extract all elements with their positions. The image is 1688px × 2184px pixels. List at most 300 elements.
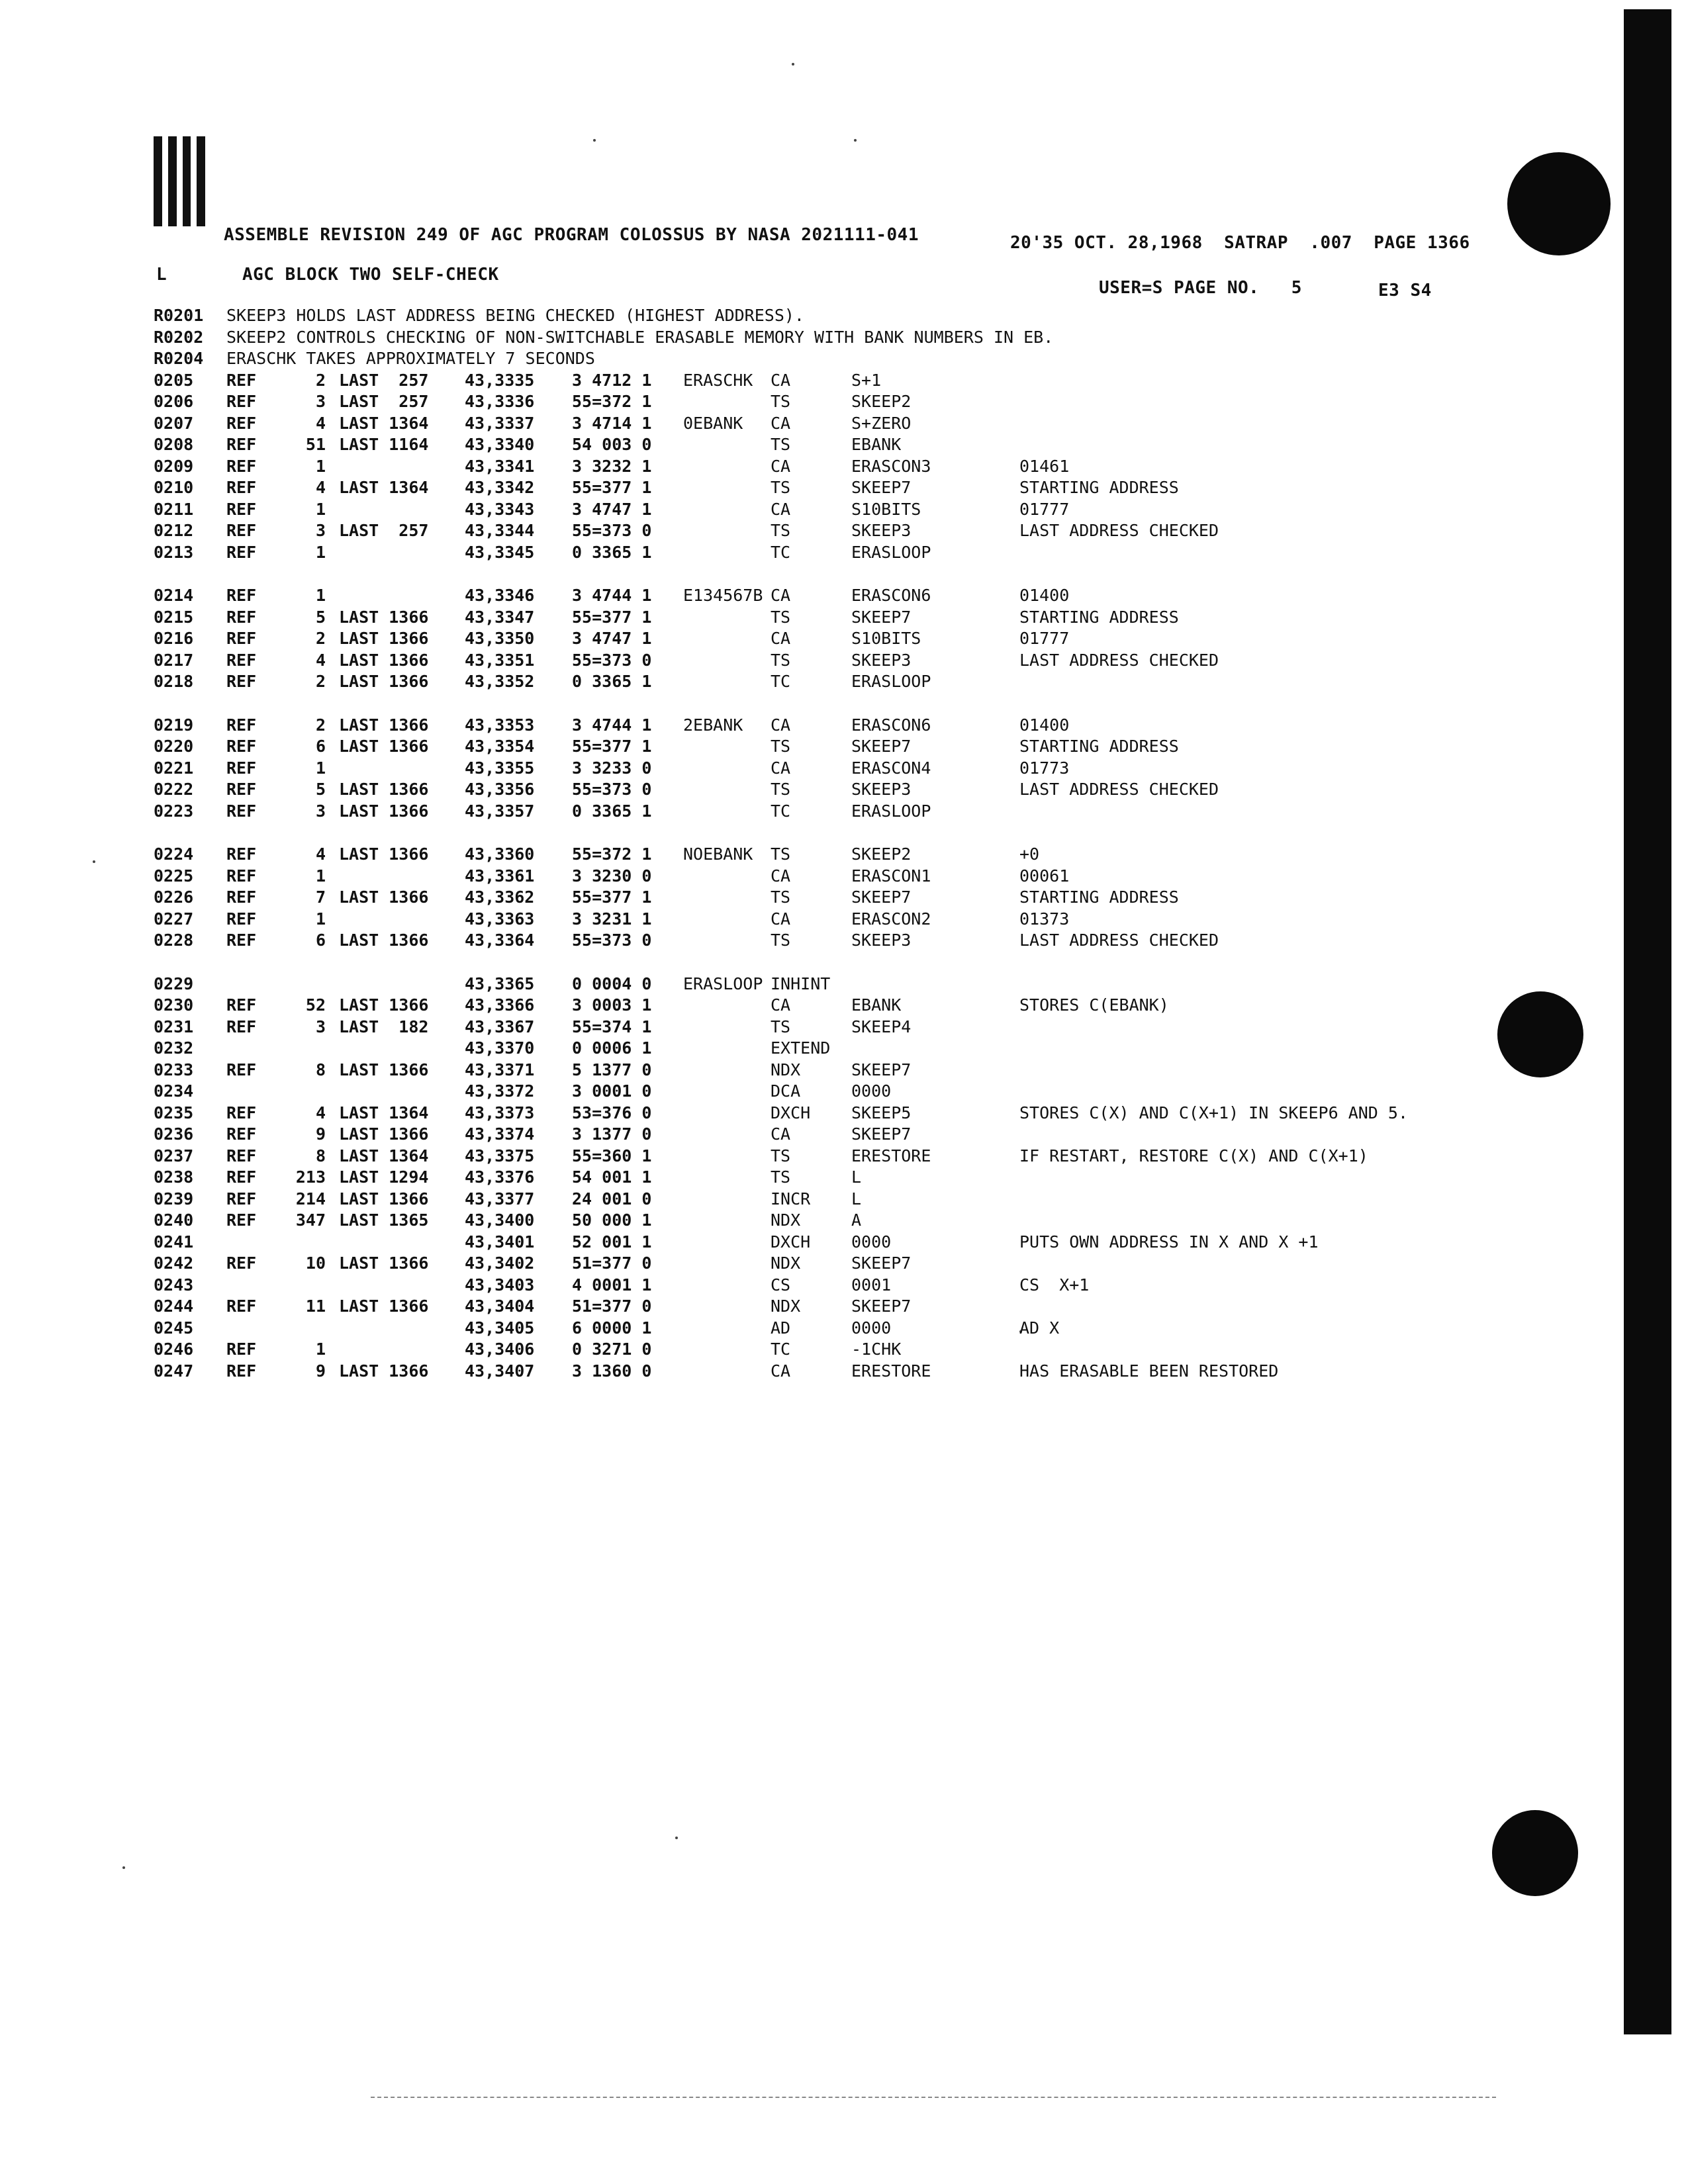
comment: IF RESTART, RESTORE C(X) AND C(X+1) [1019,1146,1368,1165]
opcode: CA [771,1361,791,1381]
octal-word: 3 3230 0 [572,866,652,886]
comment: AD X [1019,1318,1060,1338]
ref-count: 6 [315,931,326,950]
opcode: TS [771,780,791,799]
line-number: 0225 [154,866,194,886]
opcode: TS [771,607,791,627]
opcode: CA [771,866,791,886]
octal-word: 55=373 0 [572,780,652,799]
comment: LAST ADDRESS CHECKED [1019,780,1219,799]
ref-count: 1 [315,866,326,886]
last-ref: LAST 1365 [339,1210,429,1230]
address: 43,3351 [465,650,535,670]
last-ref: LAST 1366 [339,887,429,907]
ref-marker: REF [226,1103,257,1122]
address: 43,3367 [465,1017,535,1036]
line-number: 0239 [154,1189,194,1208]
comment: +0 [1019,844,1040,864]
comment: STARTING ADDRESS [1019,887,1179,907]
bank-ref: E3 S4 [1378,281,1432,300]
address: 43,3363 [465,909,535,929]
punch-hole-top [1507,152,1611,255]
ref-count: 8 [315,1060,326,1079]
operand: SKEEP7 [851,478,912,497]
opcode: NDX [771,1210,801,1230]
ref-count: 214 [295,1189,326,1208]
user-page: USER=S PAGE NO. 5 [1099,278,1302,298]
octal-word: 3 4714 1 [572,413,652,433]
comment: LAST ADDRESS CHECKED [1019,931,1219,950]
operand: SKEEP3 [851,931,912,950]
line-number: 0220 [154,737,194,756]
address: 43,3355 [465,758,535,778]
section-title: AGC BLOCK TWO SELF-CHECK [242,265,499,285]
last-ref: LAST 1366 [339,629,429,648]
address: 43,3342 [465,478,535,497]
last-ref: LAST 1366 [339,995,429,1015]
speck [792,63,794,66]
ref-marker: REF [226,758,257,778]
opcode: CA [771,758,791,778]
operand: S+ZERO [851,413,912,433]
operand: SKEEP4 [851,1017,912,1036]
address: 43,3403 [465,1275,535,1295]
label: ERASCHK [683,370,753,390]
opcode: CA [771,909,791,929]
address: 43,3407 [465,1361,535,1381]
remark-text: ERASCHK TAKES APPROXIMATELY 7 SECONDS [226,349,595,368]
comment: 01461 [1019,456,1070,476]
ref-count: 3 [315,392,326,411]
last-ref: LAST 1366 [339,672,429,691]
ref-count: 1 [315,456,326,476]
operand: SKEEP2 [851,844,912,864]
address: 43,3402 [465,1253,535,1273]
address: 43,3365 [465,974,535,993]
octal-word: 0 3271 0 [572,1340,652,1359]
operand: -1CHK [851,1340,902,1359]
line-number: 0243 [154,1275,194,1295]
ref-marker: REF [226,542,257,562]
comment: CS X+1 [1019,1275,1090,1295]
ref-count: 4 [315,413,326,433]
speck [122,1866,125,1869]
ref-count: 3 [315,801,326,821]
address: 43,3370 [465,1038,535,1058]
opcode: TS [771,931,791,950]
line-number: 0222 [154,780,194,799]
ref-marker: REF [226,1124,257,1144]
address: 43,3374 [465,1124,535,1144]
last-ref: LAST 1366 [339,650,429,670]
label: E134567B [683,586,763,605]
comment: STARTING ADDRESS [1019,607,1179,627]
octal-word: 3 3232 1 [572,456,652,476]
line-number: 0216 [154,629,194,648]
operand: ERASLOOP [851,801,931,821]
last-ref: LAST 257 [339,370,429,390]
ref-marker: REF [226,413,257,433]
operand: SKEEP7 [851,887,912,907]
ref-count: 347 [295,1210,326,1230]
ref-count: 2 [315,370,326,390]
address: 43,3356 [465,780,535,799]
ref-marker: REF [226,607,257,627]
ref-count: 1 [315,499,326,519]
operand: SKEEP7 [851,607,912,627]
last-ref: LAST 1366 [339,1189,429,1208]
ref-marker: REF [226,456,257,476]
ref-marker: REF [226,1060,257,1079]
octal-word: 0 3365 1 [572,672,652,691]
opcode: TC [771,1340,791,1359]
operand: SKEEP7 [851,1253,912,1273]
line-number: 0210 [154,478,194,497]
operand: SKEEP7 [851,737,912,756]
operand: S10BITS [851,629,921,648]
line-number: 0234 [154,1081,194,1101]
octal-word: 51=377 0 [572,1297,652,1316]
line-number: 0224 [154,844,194,864]
label: NOEBANK [683,844,753,864]
comment: 01773 [1019,758,1070,778]
last-ref: LAST 257 [339,392,429,411]
punch-hole-bottom [1492,1810,1578,1896]
ref-marker: REF [226,887,257,907]
opcode: CS [771,1275,791,1295]
octal-word: 5 1377 0 [572,1060,652,1079]
last-ref: LAST 1366 [339,1253,429,1273]
opcode: CA [771,586,791,605]
ref-marker: REF [226,1340,257,1359]
octal-word: 3 1360 0 [572,1361,652,1381]
opcode: TS [771,650,791,670]
octal-word: 3 1377 0 [572,1124,652,1144]
opcode: DCA [771,1081,801,1101]
octal-word: 0 0004 0 [572,974,652,993]
address: 43,3340 [465,435,535,454]
ref-marker: REF [226,1146,257,1165]
remark-line-number: R0204 [154,349,204,368]
opcode: CA [771,499,791,519]
line-number: 0240 [154,1210,194,1230]
address: 43,3346 [465,586,535,605]
line-number: 0228 [154,931,194,950]
line-number: 0206 [154,392,194,411]
header-title: ASSEMBLE REVISION 249 OF AGC PROGRAM COLOSSUS BY NASA 2021111-041 [224,225,919,245]
octal-word: 0 3365 1 [572,542,652,562]
operand: EBANK [851,435,902,454]
opcode: TS [771,435,791,454]
opcode: TS [771,1146,791,1165]
ref-marker: REF [226,478,257,497]
last-ref: LAST 182 [339,1017,429,1036]
octal-word: 24 001 0 [572,1189,652,1208]
octal-word: 55=377 1 [572,478,652,497]
line-number: 0208 [154,435,194,454]
line-number: 0242 [154,1253,194,1273]
address: 43,3357 [465,801,535,821]
address: 43,3371 [465,1060,535,1079]
comment: LAST ADDRESS CHECKED [1019,650,1219,670]
octal-word: 53=376 0 [572,1103,652,1122]
opcode: CA [771,629,791,648]
octal-word: 55=373 0 [572,521,652,540]
remark-line-number: R0201 [154,306,204,325]
header-date: 20'35 OCT. 28,1968 SATRAP .007 PAGE 1366 [1010,233,1470,253]
octal-word: 55=374 1 [572,1017,652,1036]
line-number: 0218 [154,672,194,691]
operand: SKEEP7 [851,1124,912,1144]
opcode: INCR [771,1189,811,1208]
line-number: 0236 [154,1124,194,1144]
remark-text: SKEEP3 HOLDS LAST ADDRESS BEING CHECKED (HIGHEST ADDRESS). [226,306,804,325]
ref-marker: REF [226,1210,257,1230]
address: 43,3372 [465,1081,535,1101]
ref-count: 9 [315,1361,326,1381]
octal-word: 54 001 1 [572,1167,652,1187]
section-code: L [156,265,167,285]
ref-marker: REF [226,844,257,864]
line-number: 0237 [154,1146,194,1165]
opcode: CA [771,413,791,433]
last-ref: LAST 1366 [339,607,429,627]
ref-count: 5 [315,607,326,627]
address: 43,3377 [465,1189,535,1208]
address: 43,3404 [465,1297,535,1316]
listing-marker-bars [154,136,205,226]
ref-marker: REF [226,435,257,454]
scan-edge-bar [1624,9,1671,2034]
last-ref: LAST 1366 [339,931,429,950]
line-number: 0223 [154,801,194,821]
ref-marker: REF [226,931,257,950]
ref-count: 9 [315,1124,326,1144]
line-number: 0238 [154,1167,194,1187]
octal-word: 51=377 0 [572,1253,652,1273]
ref-marker: REF [226,909,257,929]
comment: 00061 [1019,866,1070,886]
operand: SKEEP3 [851,521,912,540]
last-ref: LAST 1366 [339,801,429,821]
opcode: TS [771,844,791,864]
last-ref: LAST 1366 [339,1361,429,1381]
address: 43,3360 [465,844,535,864]
ref-marker: REF [226,392,257,411]
address: 43,3361 [465,866,535,886]
opcode: TS [771,478,791,497]
operand: SKEEP3 [851,650,912,670]
octal-word: 3 3233 0 [572,758,652,778]
operand: A [851,1210,862,1230]
address: 43,3350 [465,629,535,648]
line-number: 0217 [154,650,194,670]
line-number: 0233 [154,1060,194,1079]
comment: 01400 [1019,586,1070,605]
last-ref: LAST 257 [339,521,429,540]
address: 43,3362 [465,887,535,907]
operand: ERASCON3 [851,456,931,476]
ref-marker: REF [226,1017,257,1036]
octal-word: 52 001 1 [572,1232,652,1251]
operand: SKEEP7 [851,1060,912,1079]
comment: 01777 [1019,629,1070,648]
operand: ERASCON1 [851,866,931,886]
address: 43,3400 [465,1210,535,1230]
last-ref: LAST 1366 [339,1124,429,1144]
ref-marker: REF [226,737,257,756]
comment: HAS ERASABLE BEEN RESTORED [1019,1361,1279,1381]
last-ref: LAST 1366 [339,1297,429,1316]
opcode: CA [771,1124,791,1144]
operand: L [851,1189,862,1208]
address: 43,3354 [465,737,535,756]
opcode: NDX [771,1297,801,1316]
ref-marker: REF [226,1189,257,1208]
last-ref: LAST 1364 [339,478,429,497]
address: 43,3401 [465,1232,535,1251]
ref-marker: REF [226,780,257,799]
ref-marker: REF [226,866,257,886]
opcode: TS [771,1167,791,1187]
line-number: 0227 [154,909,194,929]
ref-marker: REF [226,499,257,519]
ref-marker: REF [226,1253,257,1273]
opcode: CA [771,995,791,1015]
ref-count: 5 [315,780,326,799]
address: 43,3373 [465,1103,535,1122]
line-number: 0245 [154,1318,194,1338]
address: 43,3343 [465,499,535,519]
octal-word: 4 0001 1 [572,1275,652,1295]
address: 43,3375 [465,1146,535,1165]
opcode: DXCH [771,1103,811,1122]
octal-word: 54 003 0 [572,435,652,454]
last-ref: LAST 1164 [339,435,429,454]
comment: 01777 [1019,499,1070,519]
label: 2EBANK [683,715,743,735]
line-number: 0231 [154,1017,194,1036]
line-number: 0205 [154,370,194,390]
ref-marker: REF [226,586,257,605]
operand: ERESTORE [851,1361,931,1381]
last-ref: LAST 1366 [339,737,429,756]
comment: 01373 [1019,909,1070,929]
octal-word: 55=372 1 [572,392,652,411]
operand: 0000 [851,1232,892,1251]
ref-count: 6 [315,737,326,756]
comment: STARTING ADDRESS [1019,737,1179,756]
address: 43,3336 [465,392,535,411]
opcode: TS [771,1017,791,1036]
last-ref: LAST 1294 [339,1167,429,1187]
comment: 01400 [1019,715,1070,735]
line-number: 0246 [154,1340,194,1359]
opcode: DXCH [771,1232,811,1251]
line-number: 0219 [154,715,194,735]
line-number: 0221 [154,758,194,778]
ref-marker: REF [226,1167,257,1187]
octal-word: 55=372 1 [572,844,652,864]
ref-marker: REF [226,801,257,821]
opcode: TS [771,737,791,756]
last-ref: LAST 1364 [339,1146,429,1165]
octal-word: 55=373 0 [572,931,652,950]
comment: STORES C(EBANK) [1019,995,1169,1015]
ref-count: 4 [315,650,326,670]
ref-count: 1 [315,758,326,778]
operand: 0000 [851,1081,892,1101]
line-number: 0247 [154,1361,194,1381]
ref-count: 2 [315,715,326,735]
octal-word: 3 4744 1 [572,586,652,605]
last-ref: LAST 1366 [339,715,429,735]
octal-word: 3 0001 0 [572,1081,652,1101]
punch-hole-middle [1497,991,1583,1077]
ref-count: 51 [305,435,326,454]
label: 0EBANK [683,413,743,433]
opcode: NDX [771,1253,801,1273]
line-number: 0209 [154,456,194,476]
speck [593,139,596,142]
comment: STARTING ADDRESS [1019,478,1179,497]
ref-count: 1 [315,1340,326,1359]
ref-marker: REF [226,370,257,390]
address: 43,3337 [465,413,535,433]
comment: STORES C(X) AND C(X+1) IN SKEEP6 AND 5. [1019,1103,1408,1122]
octal-word: 50 000 1 [572,1210,652,1230]
address: 43,3406 [465,1340,535,1359]
operand: 0000 [851,1318,892,1338]
ref-count: 10 [305,1253,326,1273]
address: 43,3345 [465,542,535,562]
ref-count: 3 [315,521,326,540]
remark-text: SKEEP2 CONTROLS CHECKING OF NON-SWITCHABLE ERASABLE MEMORY WITH BANK NUMBERS IN EB. [226,327,1054,347]
octal-word: 3 4712 1 [572,370,652,390]
operand: ERASCON6 [851,586,931,605]
line-number: 0241 [154,1232,194,1251]
remark-line-number: R0202 [154,327,204,347]
address: 43,3364 [465,931,535,950]
ref-count: 213 [295,1167,326,1187]
ref-marker: REF [226,629,257,648]
opcode: NDX [771,1060,801,1079]
operand: ERASCON4 [851,758,931,778]
address: 43,3353 [465,715,535,735]
address: 43,3341 [465,456,535,476]
octal-word: 3 4747 1 [572,629,652,648]
comment: LAST ADDRESS CHECKED [1019,521,1219,540]
address: 43,3376 [465,1167,535,1187]
ref-count: 7 [315,887,326,907]
ref-marker: REF [226,715,257,735]
octal-word: 6 0000 1 [572,1318,652,1338]
last-ref: LAST 1366 [339,1060,429,1079]
octal-word: 3 4744 1 [572,715,652,735]
opcode: CA [771,370,791,390]
perforation-line [371,2097,1496,2098]
opcode: TS [771,392,791,411]
ref-count: 2 [315,629,326,648]
line-number: 0226 [154,887,194,907]
ref-count: 8 [315,1146,326,1165]
ref-count: 1 [315,542,326,562]
speck [93,860,95,863]
ref-marker: REF [226,995,257,1015]
octal-word: 55=377 1 [572,607,652,627]
address: 43,3335 [465,370,535,390]
operand: ERESTORE [851,1146,931,1165]
